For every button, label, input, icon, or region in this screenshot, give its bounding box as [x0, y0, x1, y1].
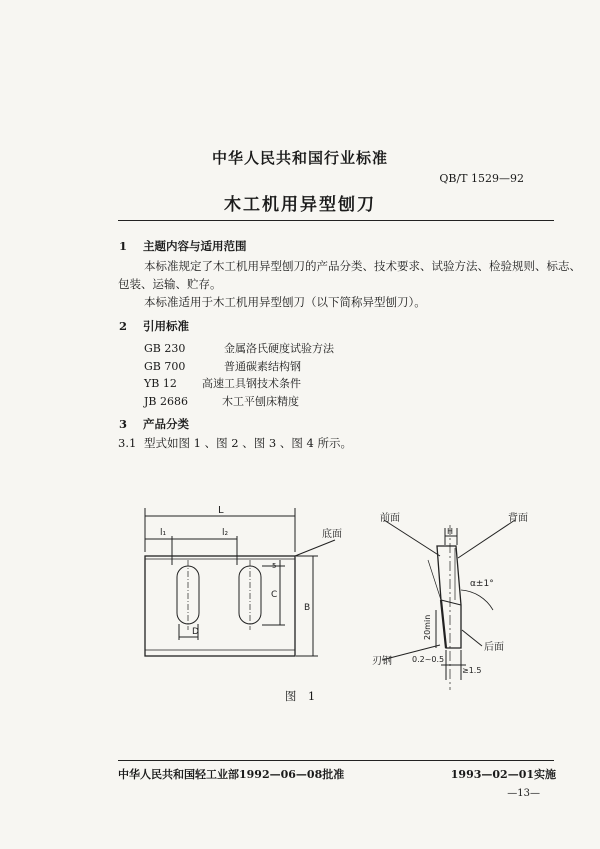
reference-code: GB 230	[144, 342, 186, 355]
reference-title: 高速工具钢技术条件	[202, 377, 301, 390]
side-view	[382, 520, 515, 690]
label-five: 5	[272, 562, 277, 570]
section-3-1-number: 3.1	[118, 436, 137, 450]
label-H: H	[447, 527, 454, 536]
effective-date: 1993—02—01实施	[450, 768, 556, 781]
blade-profile	[437, 546, 461, 648]
label-back-face: 背面	[508, 513, 528, 524]
label-D: D	[192, 627, 199, 637]
reference-title: 金属洛氏硬度试验方法	[224, 342, 334, 355]
reference-title: 木工平刨床精度	[222, 395, 299, 408]
figure-caption: 图 1	[284, 689, 316, 703]
reference-code: YB 12	[144, 377, 177, 390]
label-min-thickness: ≥1.5	[462, 666, 482, 675]
section-3-1-text: 型式如图 1 、图 2 、图 3 、图 4 所示。	[144, 436, 353, 450]
standard-title: 中华人民共和国行业标准	[211, 149, 388, 167]
standard-code: QB/T 1529—92	[439, 172, 524, 185]
label-C: C	[271, 590, 278, 600]
document-title: 木工机用异型刨刀	[224, 195, 376, 215]
label-bottom-face: 底面	[322, 529, 342, 540]
label-B: B	[304, 603, 311, 613]
front-view	[145, 508, 335, 656]
label-l1: l₁	[160, 528, 167, 538]
section-3-title: 产品分类	[143, 417, 189, 431]
page-number: —13—	[507, 788, 540, 799]
section-2-title: 引用标准	[143, 319, 189, 333]
label-rear-face: 后面	[484, 642, 504, 653]
section-1-number: 1	[119, 239, 128, 253]
label-L: L	[218, 505, 224, 516]
footer-divider	[118, 760, 554, 761]
section-1-para1-line1: 本标准规定了木工机用异型刨刀的产品分类、技术要求、试验方法、检验规则、标志、	[144, 259, 581, 273]
label-blade-steel: 刃钢	[372, 656, 392, 667]
label-front-face: 前面	[380, 513, 400, 524]
label-angle: α±1°	[470, 579, 494, 589]
reference-code: GB 700	[144, 360, 186, 373]
label-l2: l₂	[222, 528, 229, 538]
reference-code: JB 2686	[144, 395, 188, 408]
section-1-para1-line2: 包装、运输、贮存。	[118, 277, 222, 291]
blade-body	[145, 556, 295, 656]
section-1-para2: 本标准适用于木工机用异型刨刀（以下简称异型刨刀）。	[144, 295, 426, 309]
section-1-title: 主题内容与适用范围	[143, 239, 247, 253]
section-2-number: 2	[119, 319, 128, 333]
section-3-number: 3	[119, 417, 128, 431]
label-min-length: 20min	[423, 614, 432, 640]
label-edge-range: 0.2~0.5	[412, 655, 445, 664]
issuer-line: 中华人民共和国轻工业部1992—06—08批准	[118, 768, 345, 781]
reference-title: 普通碳素结构钢	[224, 360, 301, 373]
